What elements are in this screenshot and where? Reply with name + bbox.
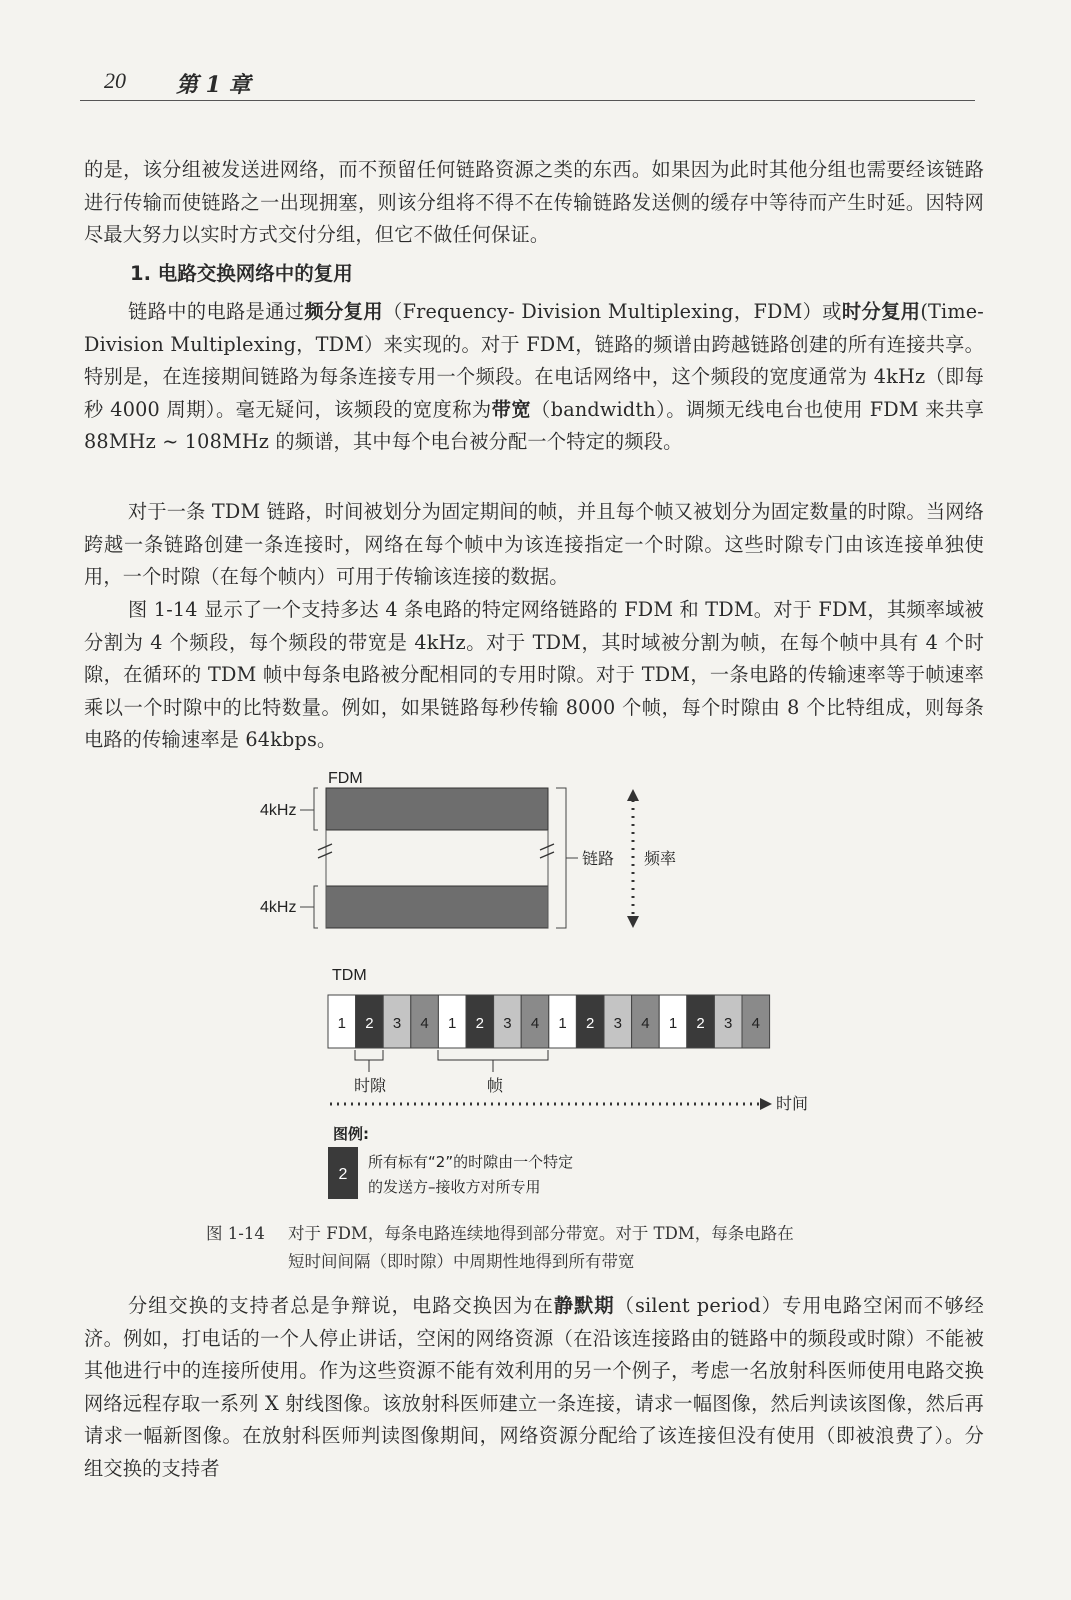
break-mark [540, 852, 554, 858]
page-number: 20 [104, 68, 126, 93]
band-label-top: 4kHz [260, 802, 297, 819]
tdm-slot-label: 2 [475, 1015, 484, 1032]
tdm-slot-label: 3 [724, 1015, 733, 1032]
tdm-slot-label: 4 [751, 1015, 760, 1032]
slot-bracket [355, 1050, 383, 1060]
caption-line-1: 对于 FDM，每条电路连续地得到部分带宽。对于 TDM，每条电路在 [288, 1224, 794, 1243]
tdm-slot-label: 1 [668, 1015, 678, 1032]
term-bandwidth: 带宽 [491, 397, 532, 421]
paragraph-3-text: 对于一条 TDM 链路，时间被划分为固定期间的帧，并且每个帧又被划分为固定数量的时隙。当网络跨越一条链路创建一条连接时，网络在每个帧中为该连接指定一个时隙。这些时隙专门由该连接单独使用，一个时隙（在每个帧内）可用于传输该连接的数据。 [84, 500, 984, 589]
time-label: 时间 [776, 1096, 809, 1113]
tdm-slot-label: 2 [365, 1015, 374, 1032]
tdm-slot-label: 4 [641, 1015, 650, 1032]
chapter-title: 第 1 章 [176, 72, 251, 98]
band-label-bottom: 4kHz [260, 899, 297, 916]
tdm-slot-label: 4 [420, 1015, 429, 1032]
legend-swatch-label: 2 [338, 1166, 348, 1183]
slot-label: 时隙 [354, 1078, 387, 1095]
time-arrow-icon [760, 1098, 772, 1110]
frame-bracket [438, 1050, 548, 1060]
fdm-band-top [326, 788, 548, 830]
tdm-slot-label: 2 [696, 1015, 705, 1032]
section-heading: 1. 电路交换网络中的复用 [130, 262, 353, 285]
legend-line-2: 的发送方–接收方对所专用 [368, 1178, 541, 1196]
link-bracket [556, 788, 566, 928]
caption-number: 图 1-14 [206, 1224, 265, 1243]
fdm-band-bottom [326, 886, 548, 928]
p2-part-b: （Frequency- Division Multiplexing，FDM）或 [382, 300, 842, 323]
tdm-slot-label: 1 [337, 1015, 346, 1032]
frequency-label: 频率 [644, 851, 677, 868]
paragraph-1-text: 的是，该分组被发送进网络，而不预留任何链路资源之类的东西。如果因为此时其他分组也需要经该链路进行传输而使链路之一出现拥塞，则该分组将不得不在传输链路发送侧的缓存中等待而产生时延。因特网尽最大努力以实时方式交付分组，但它不做任何保证。 [84, 158, 984, 247]
tdm-slot-label: 3 [613, 1015, 622, 1032]
legend-description [368, 1150, 573, 1200]
p5-part-b: （silent period）专用电路空闲而不够经济。例如，打电话的一个人停止讲话，空闲的网络资源（在沿该连接路由的链路中的频段或时隙）不能被其他进行中的连接所使用。作为这些资源不能有效利用的另一个例子，考虑一名放射科医师使用电路交换网络远程存取一系列 X 射线图像。该放射科医师建立一条连接，请求一幅图像，然后判读该图像，然后再请求一幅新图像。在放射科医师判读图像期间，网络资源分配给了该连接但没有使用（即被浪费了）。分组交换的支持者 [84, 1294, 984, 1480]
tdm-slot-label: 2 [586, 1015, 595, 1032]
band-bracket-bottom [314, 886, 318, 928]
paragraph-5 [84, 1290, 984, 1486]
term-silent-period: 静默期 [553, 1294, 615, 1317]
band-bracket-top [314, 788, 318, 830]
break-mark [540, 844, 554, 850]
link-label: 链路 [582, 851, 615, 868]
p2-part-d: （bandwidth）。调频无线电台也使用 FDM 来共享 88MHz ~ 108MHz 的频谱，其中每个电台被分配一个特定的频段。 [84, 397, 985, 454]
legend-title: 图例: [333, 1125, 369, 1143]
legend-line-1: 所有标有“2”的时隙由一个特定 [368, 1153, 574, 1171]
p2-part-a: 链路中的电路是通过 [128, 300, 305, 323]
tdm-slot-label: 3 [392, 1015, 402, 1032]
term-fdm: 频分复用 [304, 300, 383, 323]
break-mark [318, 844, 332, 850]
frequency-arrow-up-icon [627, 789, 639, 801]
tdm-slot-label: 3 [503, 1015, 512, 1032]
term-tdm: 时分复用 [841, 300, 921, 323]
break-mark [318, 852, 332, 858]
fdm-title: FDM [328, 770, 363, 787]
frequency-arrow-down-icon [627, 916, 639, 928]
caption-line-2: 短时间间隔（即时隙）中周期性地得到所有带宽 [288, 1252, 635, 1271]
tdm-title: TDM [332, 967, 367, 984]
tdm-slot-label: 4 [530, 1015, 540, 1032]
tdm-slot-label: 1 [448, 1015, 457, 1032]
tdm-slot-label: 1 [558, 1015, 567, 1032]
p2-part-c: (Time-Division Multiplexing，TDM）来实现的。对于 FDM，链路的频谱由跨越链路创建的所有连接共享。特别是，在连接期间链路为每条连接专用一个频段。在电话网络中，这个频段的宽度通常为 4kHz（即每秒 4000 周期）。毫无疑问，该频段的宽度称为 [84, 300, 984, 421]
figure-caption [206, 1220, 906, 1276]
frame-label: 帧 [487, 1078, 504, 1095]
tdm-slot-row [328, 995, 770, 1048]
paragraph-4-text: 图 1-14 显示了一个支持多达 4 条电路的特定网络链路的 FDM 和 TDM。对于 FDM，其频率域被分割为 4 个频段，每个频段的带宽是 4kHz。对于 TDM，其时域被分割为帧，在每个帧中具有 4 个时隙，在循环的 TDM 帧中每条电路被分配相同的专用时隙。对于 TDM，一条电路的传输速率等于帧速率乘以一个时隙中的比特数量。例如，如果链路每秒传输 8000 个帧，每个时隙由 8 个比特组成，则每条电路的传输速率是 64kbps。 [84, 598, 984, 752]
p5-part-a: 分组交换的支持者总是争辩说，电路交换因为在 [128, 1294, 554, 1317]
